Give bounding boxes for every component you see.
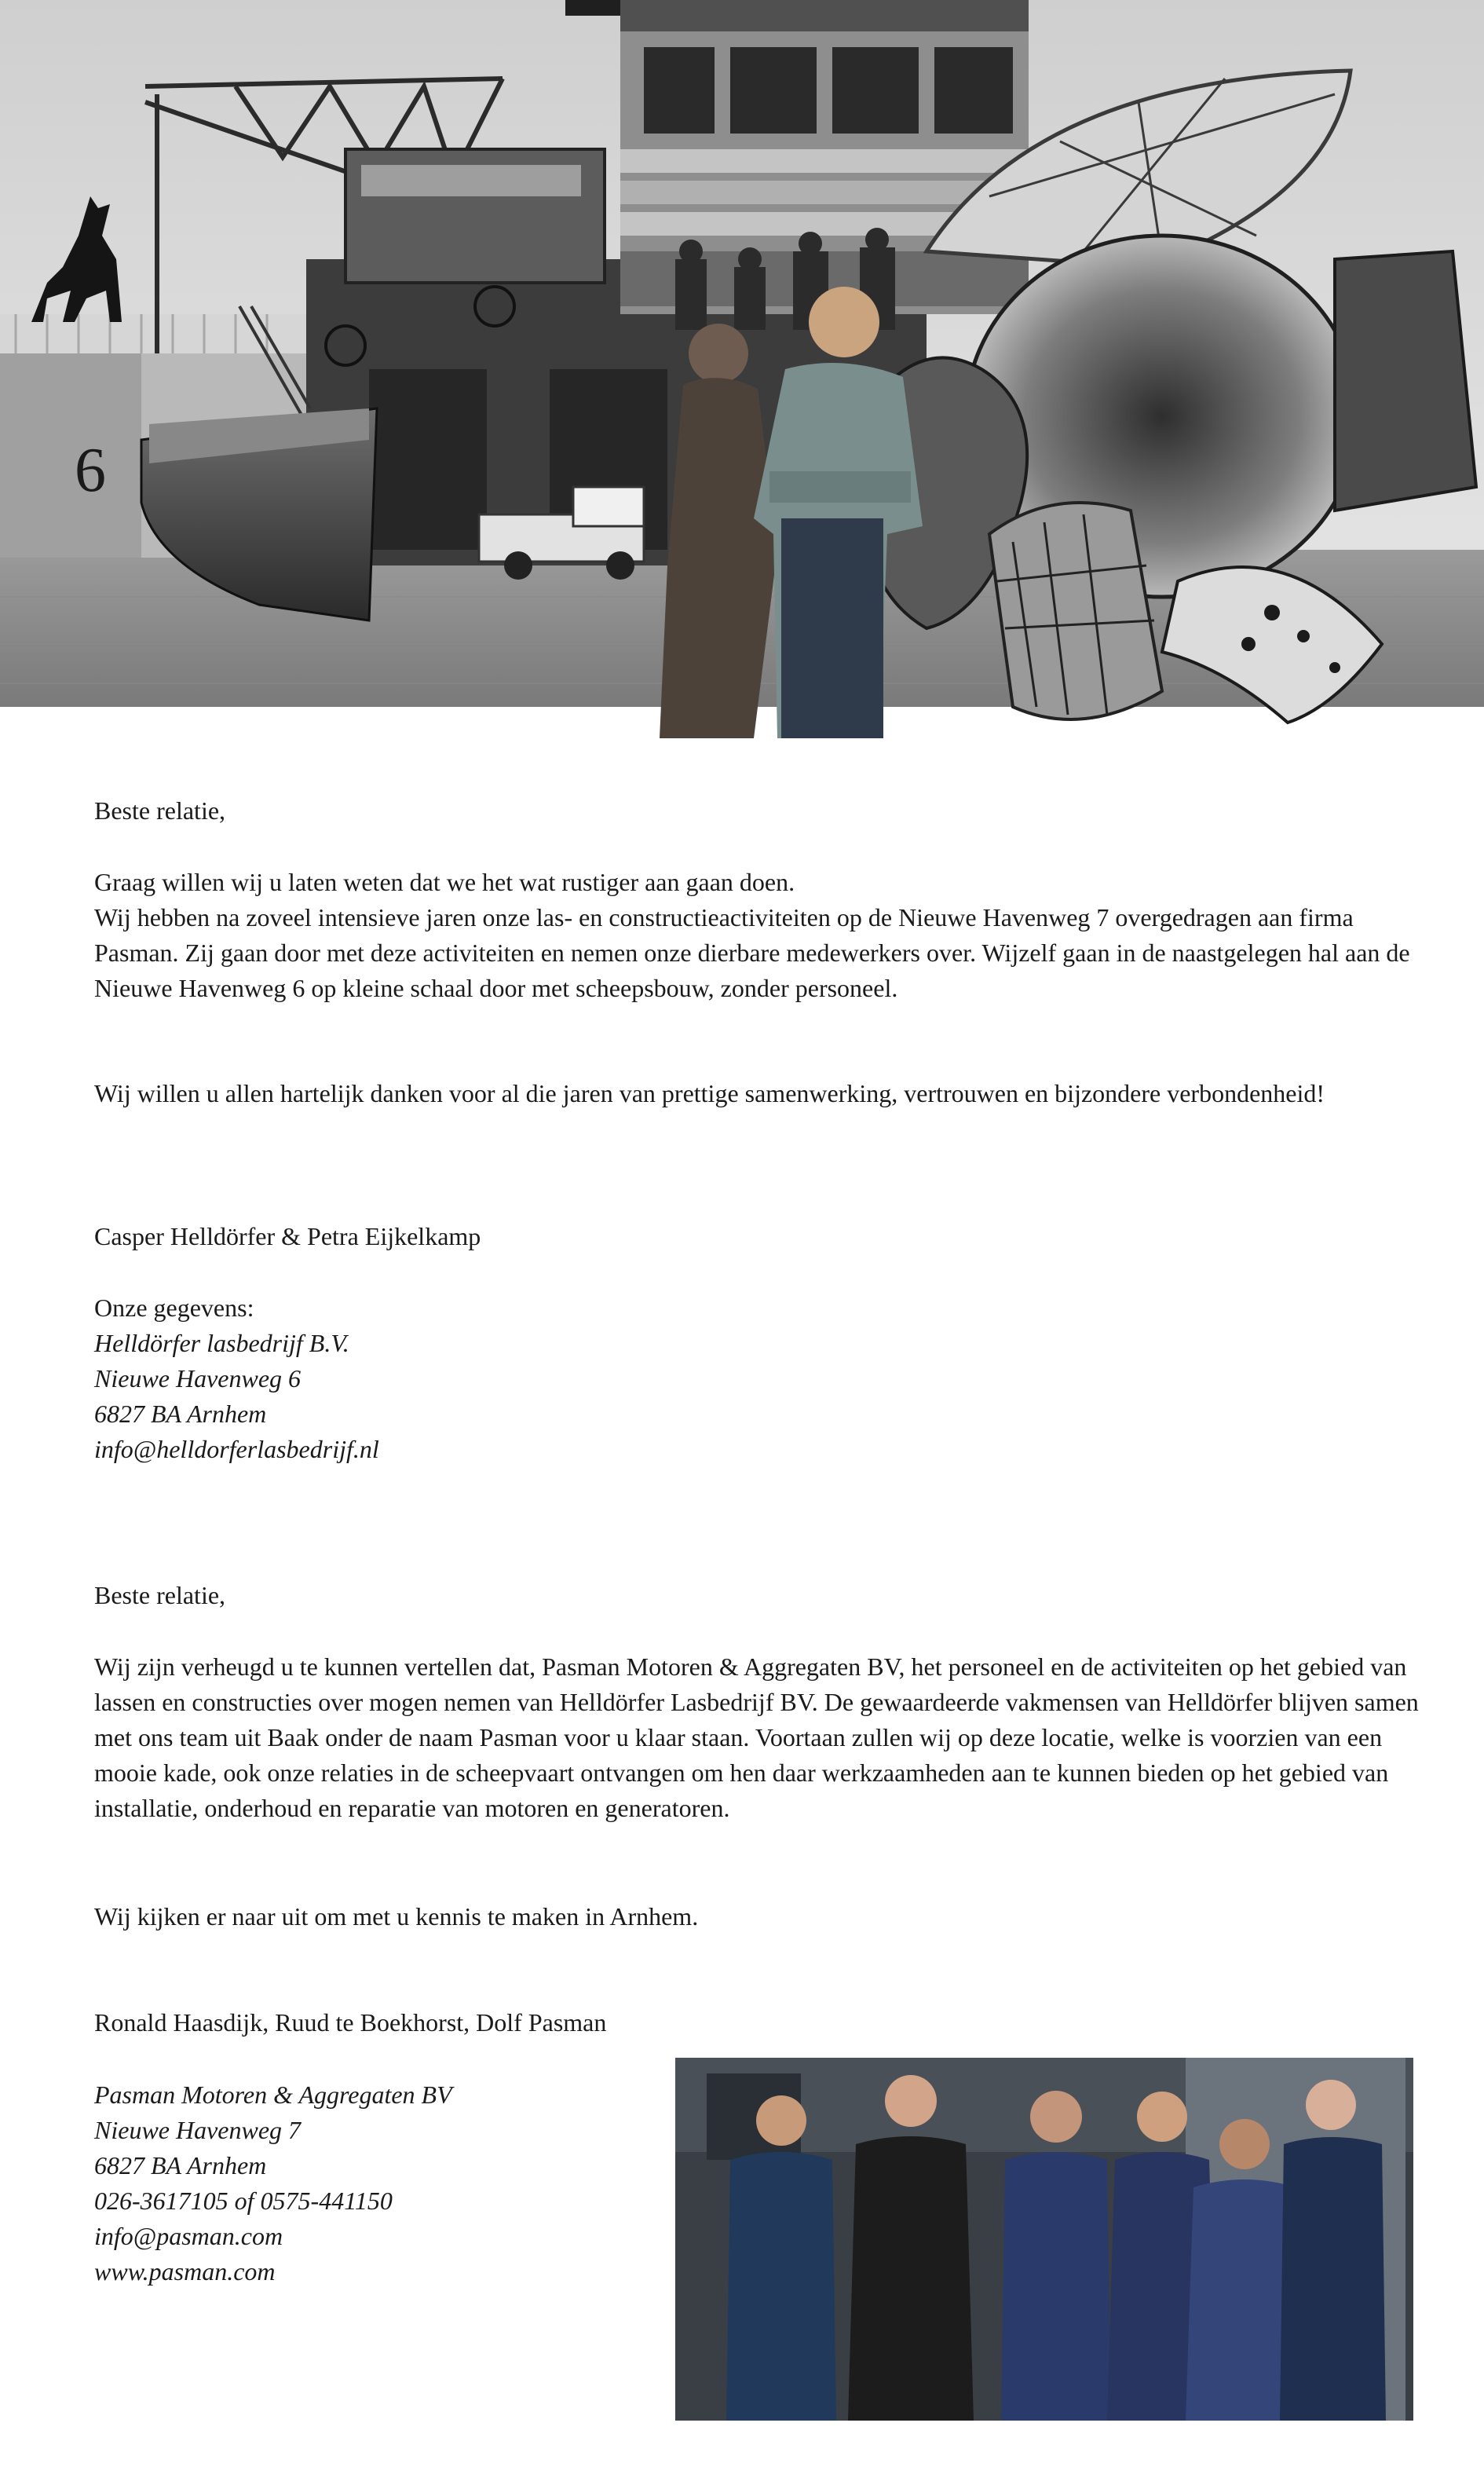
letter1-signature: Casper Helldörfer & Petra Eijkelkamp — [94, 1222, 481, 1250]
letter1-paragraph1 — [94, 865, 1429, 1006]
letter2-signature: Ronald Haasdijk, Ruud te Boekhorst, Dolf Pasman — [94, 2008, 607, 2037]
letter1-paragraph1-rest: Wij hebben na zoveel intensieve jaren onze las- en constructieactiviteiten op de Nieuwe Havenweg 7 overgedragen aan firma Pasman. Zij gaan door met deze activiteiten en nemen onze dierbare medewerkers over. Wijzelf gaan in de naastgelegen hal aan de Nieuwe Havenweg 6 op kleine schaal door met scheepsbouw, zonder personeel. — [94, 903, 1410, 1002]
letter2-postcode-city: 6827 BA Arnhem — [94, 2151, 267, 2179]
letter2-paragraph2: Wij kijken er naar uit om met u kennis te maken in Arnhem. — [94, 1902, 699, 1931]
letter1-paragraph2: Wij willen u allen hartelijk danken voor al die jaren van prettige samenwerking, vertrouwen en bijzondere verbondenheid! — [94, 1079, 1325, 1107]
hero-collage-image — [0, 0, 1484, 738]
letter2-company-name: Pasman Motoren & Aggregaten BV — [94, 2081, 452, 2109]
letter1-street: Nieuwe Havenweg 6 — [94, 1364, 302, 1393]
building-number: 6 — [75, 436, 106, 505]
team-photo-image — [675, 2058, 1413, 2421]
letter1-paragraph1-line1: Graag willen wij u laten weten dat we het wat rustiger aan gaan doen. — [94, 868, 795, 896]
sculpture-panel — [1335, 251, 1476, 511]
letter2-street: Nieuwe Havenweg 7 — [94, 2116, 302, 2144]
letter1-contact — [94, 1290, 1429, 1467]
letter2-contact — [94, 2077, 644, 2289]
letter2-salutation: Beste relatie, — [94, 1581, 226, 1609]
letter1-email[interactable]: info@helldorferlasbedrijf.nl — [94, 1435, 379, 1463]
letter2-phone: 026-3617105 of 0575-441150 — [94, 2187, 393, 2215]
hero-collage — [0, 0, 1484, 738]
letter1-postcode-city: 6827 BA Arnhem — [94, 1400, 267, 1428]
letter1-salutation: Beste relatie, — [94, 796, 226, 825]
letter2-email[interactable]: info@pasman.com — [94, 2222, 283, 2250]
letter2-paragraph1: Wij zijn verheugd u te kunnen vertellen dat, Pasman Motoren & Aggregaten BV, het personeel en de activiteiten op het gebied van lassen en constructies over mogen nemen van Helldörfer Lasbedrijf BV. De gewaardeerde vakmensen van Helldörfer blijven samen met ons team uit Baak onder de naam Pasman voor u klaar staan. Voortaan zullen wij op deze locatie, welke is voorzien van een mooie kade, ook onze relaties in de scheepvaart ontvangen om hen daar werkzaamheden aan te kunnen bieden op het gebied van installatie, onderhoud en reparatie van motoren en generatoren. — [94, 1652, 1419, 1822]
letter1-company-name: Helldörfer lasbedrijf B.V. — [94, 1329, 349, 1357]
letter1-contact-heading: Onze gegevens: — [94, 1294, 254, 1322]
letter2-website[interactable]: www.pasman.com — [94, 2257, 276, 2286]
sculpture-cage — [989, 503, 1162, 719]
team-photo — [675, 2058, 1413, 2421]
